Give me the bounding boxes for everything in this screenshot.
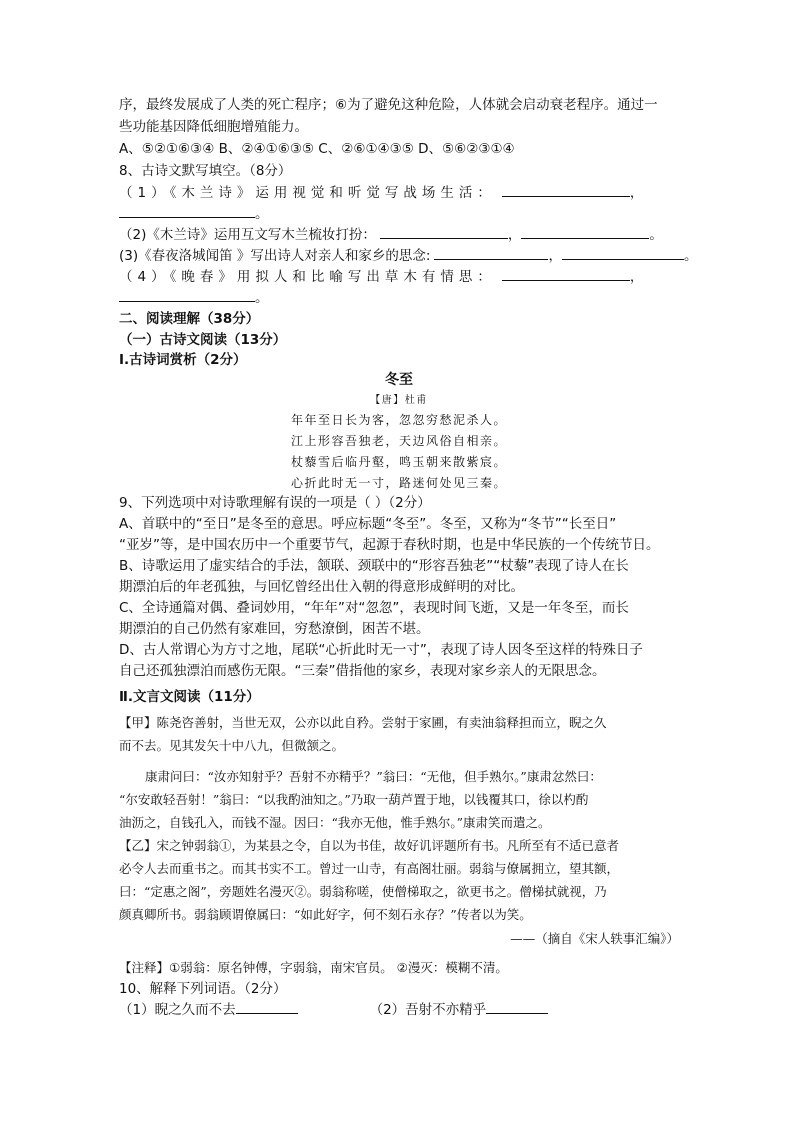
q7-options: A、⑤②①⑥③④ B、②④①⑥③⑤ C、②⑥①④③⑤ D、⑤⑥②③①④ [119, 141, 515, 157]
q8-item3 [119, 245, 698, 266]
q8-item1 [119, 182, 679, 203]
period: 。 [255, 206, 269, 222]
comma: ， [629, 269, 644, 285]
subsection-poem: Ⅰ.古诗词赏析（2分） [119, 352, 247, 368]
q9-option-d-2: 自己还孤独漂泊而感伤无限。“三秦”借指他的家乡，表现对家乡亲人的无限思念。 [119, 663, 606, 679]
poem-line-4: 心折此时无一寸，路迷何处见三秦。 [290, 476, 507, 490]
q10-title: 10、解释下列词语。（2分） [119, 981, 287, 997]
jia-line-5: 油沥之，自钱孔入，而钱不湿。因曰：“我亦无他，惟手熟尔。”康肃笑而遣之。 [119, 815, 551, 830]
q9-option-b-1: B、诗歌运用了虚实结合的手法，颔联、颈联中的“形容吾独老”“杖藜”表现了诗人在长 [119, 558, 629, 574]
q9-option-a-2: “亚岁”等，是中国农历中一个重要节气，起源于春秋时期，也是中华民族的一个传统节日。 [119, 537, 660, 553]
q8-item1-cont [119, 203, 679, 224]
comma: ， [507, 227, 522, 243]
q8-item4 [119, 266, 679, 287]
answer-blank[interactable] [502, 182, 630, 197]
section2-part1: （一）古诗文阅读（13分） [119, 332, 287, 348]
comma: ， [548, 248, 562, 264]
q9-option-b-2: 期漂泊后的年老孤独，与回忆曾经出仕入朝的得意形成鲜明的对比。 [119, 579, 524, 595]
q8-item4-text: （4）《晚春》用拟人和比喻写出草木有情思： [119, 269, 496, 285]
q8-item2 [119, 224, 679, 245]
yi-line-3: 曰：“定惠之阁”，旁题姓名漫灭②。弱翁称嗟，使僧梯取之，欲更书之。僧梯拭就视，乃 [119, 884, 607, 899]
poem-line-2: 江上形容吾独老，天边风俗自相亲。 [290, 434, 507, 448]
answer-blank[interactable] [486, 999, 548, 1014]
answer-blank[interactable] [521, 224, 649, 239]
yi-source: ——（摘自《宋人轶事汇编》） [510, 931, 679, 946]
q10-item1: （1）睨之久而不去 [119, 1002, 236, 1018]
q9-option-d-1: D、古人常谓心为方寸之地，尾联“心折此时无一寸”，表现了诗人因冬至这样的特殊日子 [119, 642, 643, 658]
comma: ， [629, 185, 644, 201]
yi-line-1: 【乙】宋之钟弱翁①，为某县之令，自以为书佳，故好讥评题所有书。凡所至有不适已意者 [119, 838, 620, 853]
q9-option-c-2: 期漂泊的自己仍然有家难回，穷愁潦倒，困苦不堪。 [119, 621, 430, 637]
q8-item1-text: （1）《木兰诗》运用视觉和听觉写战场生活： [119, 185, 496, 201]
jia-line-1: 【甲】陈尧咨善射，当世无双，公亦以此自矜。尝射于家圃，有卖油翁释担而立，睨之久 [119, 715, 607, 730]
period: 。 [649, 227, 663, 243]
poem-title: 冬至 [385, 372, 413, 388]
q8-item2-text: （2)《木兰诗》运用互文写木兰梳妆打扮： [119, 227, 376, 243]
annotation-note: 【注释】①弱翁：原名钟傅，字弱翁，南宋官员。 ②漫灭：模糊不清。 [119, 960, 508, 975]
answer-blank[interactable] [562, 245, 684, 260]
q9-option-a-1: A、首联中的“至日”是冬至的意思。呼应标题“冬至”。冬至，又称为“冬节”“长至日” [119, 516, 617, 532]
answer-blank[interactable] [380, 224, 508, 239]
q9-option-c-1: C、全诗通篇对偶、叠词妙用，“年年”对“忽忽”，表现时间飞逝，又是一年冬至，而长 [119, 600, 629, 616]
jia-line-4: “尔安敢轻吾射！”翁曰：“以我酌油知之。”乃取一葫芦置于地，以钱覆其口，徐以杓酌 [119, 792, 589, 807]
q10-item2: （2）吾射不亦精乎 [369, 1002, 487, 1018]
yi-line-2: 必令人去而重书之。而其书实不工。曾过一山寺，有高阁壮丽。弱翁与僚属拥立，望其额， [119, 861, 620, 876]
q7-line1: 序，最终发展成了人类的死亡程序；⑥为了避免这种危险，人体就会启动衰老程序。通过一 [119, 97, 658, 113]
q9-title: 9、下列选项中对诗歌理解有误的一项是（ ）（2分） [119, 495, 431, 511]
answer-blank[interactable] [236, 999, 298, 1014]
q8-item3-text: (3)《春夜洛城闻笛 》写出诗人对亲人和家乡的思念: [119, 248, 431, 264]
jia-line-2: 而不去。见其发矢十中八九，但微颔之。 [119, 738, 345, 753]
answer-blank[interactable] [502, 266, 630, 281]
q8-item4-cont [119, 287, 679, 308]
subsection-classical: Ⅱ.文言文阅读（11分） [119, 689, 260, 705]
poem-author: 【唐】杜甫 [370, 395, 428, 406]
answer-blank[interactable] [119, 203, 255, 218]
period: 。 [683, 248, 698, 264]
yi-line-4: 颜真卿所书。弱翁顾谓僚属曰：“如此好字，何不刻石永存？”传者以为笑。 [119, 907, 532, 922]
q10-items [119, 999, 679, 1020]
section2-title: 二、阅读理解（38分） [119, 311, 260, 327]
answer-blank[interactable] [434, 245, 548, 260]
poem-line-3: 杖藜雪后临丹壑，鸣玉朝来散紫宸。 [290, 455, 507, 469]
q7-line2: 些功能基因降低细胞增殖能力。 [119, 119, 308, 135]
jia-line-3: 康肃问曰：“汝亦知射乎？吾射不亦精乎？”翁曰：“无他，但手熟尔。”康肃忿然曰： [145, 769, 602, 784]
poem-line-1: 年年至日长为客，忽忽穷愁泥杀人。 [290, 413, 507, 427]
answer-blank[interactable] [119, 287, 255, 302]
q8-title: 8、古诗文默写填空。（8分） [119, 163, 292, 179]
period: 。 [255, 290, 269, 306]
